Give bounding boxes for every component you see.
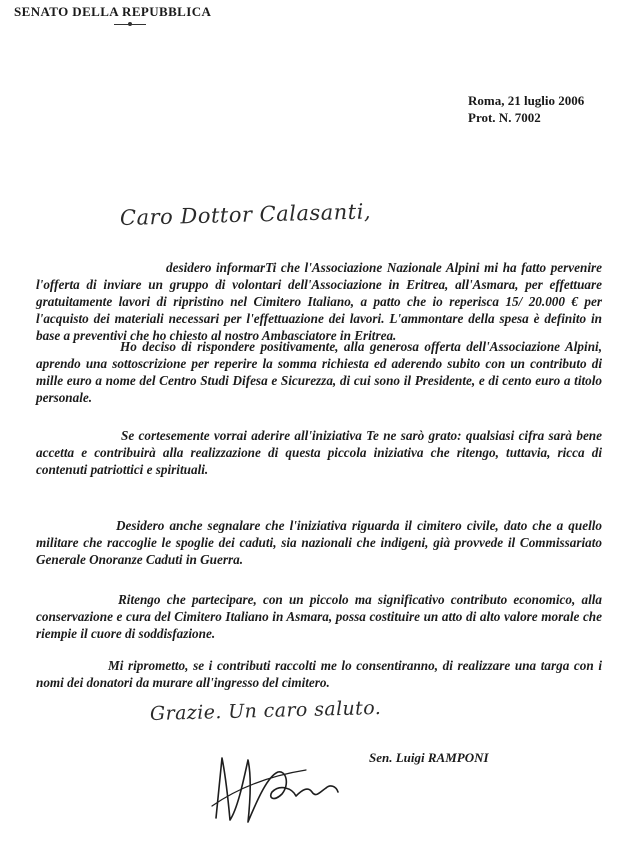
handwritten-signature (208, 748, 348, 828)
paragraph-5: Ritengo che partecipare, con un piccolo ma significativo contributo economico, alla conservazione e cura del Cimitero Italiano in Asmara, possa costituire un atto di alto valore morale che riempie il cuore di soddisfazione. (36, 592, 602, 641)
handwritten-salutation: Caro Dottor Calasanti, (119, 199, 372, 230)
signer-name: Sen. Luigi RAMPONI (369, 750, 489, 765)
dateline (468, 92, 584, 126)
letterhead-dot (128, 22, 132, 26)
handwritten-closing: Grazie. Un caro saluto. (149, 696, 382, 725)
protocol-number: Prot. N. 7002 (468, 110, 541, 125)
paragraph-6: Mi riprometto, se i contributi raccolti me lo consentiranno, di realizzare una targa con i nomi dei donatori da murare all'ingresso del cimitero. (36, 658, 602, 690)
paragraph-4: Desidero anche segnalare che l'iniziativa riguarda il cimitero civile, dato che a quello militare che raccoglie le spoglie dei caduti, sia nazionali che indigeni, già provvede il Commissariato Generale Onoranze Caduti in Guerra. (36, 518, 602, 567)
paragraph-2: Ho deciso di rispondere positivamente, alla generosa offerta dell'Associazione Alpini, aprendo una sottoscrizione per reperire la somma richiesta ed aderendo subito con un contributo di mille euro a nome del Centro Studi Difesa e Sicurezza, di cui sono il Presidente, e di cento euro a titolo personale. (36, 339, 602, 405)
paragraph-1: desidero informarTi che l'Associazione Nazionale Alpini mi ha fatto pervenire l'offerta di inviare un gruppo di volontari dell'Associazione in Eritrea, all'Asmara, per effettuare gratuitamente lavori di ripristino nel Cimitero Italiano, a patto che io reperisca 15/ 20.000 € per l'acquisto dei materiali necessari per l'effettuazione dei lavori. L'ammontare della spesa è definito in base a preventivi che ho chiesto al nostro Ambasciatore in Eritrea. (36, 260, 602, 343)
date-text: Roma, 21 luglio 2006 (468, 93, 585, 108)
paragraph-3: Se cortesemente vorrai aderire all'iniziativa Te ne sarò grato: qualsiasi cifra sarà bene accetta e contribuirà alla realizzazione di questa piccola iniziativa che ritengo, tuttavia, ricca di contenuti patriottici e spirituali. (36, 428, 602, 477)
letterhead-institution: SENATO DELLA REPUBBLICA (14, 4, 212, 19)
